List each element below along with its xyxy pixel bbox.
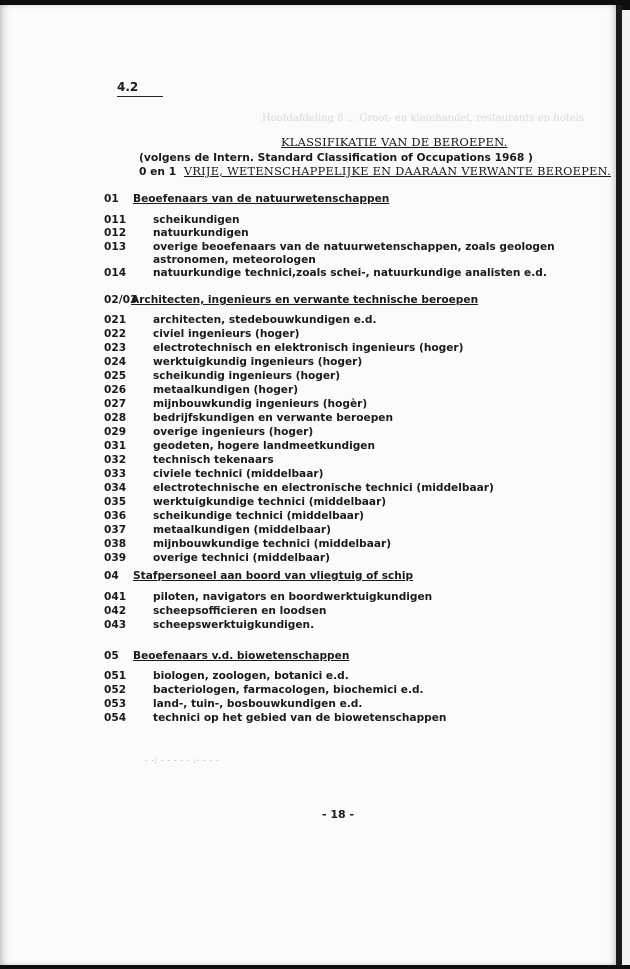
list-item: [0, 214, 616, 228]
group-label: Beoefenaars van de natuurwetenschappen: [133, 193, 390, 205]
item-code: 041: [104, 591, 127, 603]
group-label: Stafpersoneel aan boord van vliegtuig of schip: [133, 570, 414, 582]
item-label: natuurkundige technici,zoals schei-, natuurkundige analisten e.d.: [153, 267, 547, 279]
group-code: 01: [104, 193, 119, 205]
item-label: werktuigkundig ingenieurs (hoger): [153, 356, 363, 368]
list-item: [0, 619, 616, 633]
item-label: civiele technici (middelbaar): [153, 468, 324, 480]
page-number: - 18 -: [322, 808, 355, 821]
list-item: [0, 384, 616, 398]
page-subtitle: (volgens de Intern. Standard Classification of Occupations 1968 ): [139, 151, 533, 164]
group-heading: [0, 193, 616, 207]
list-item-continuation: [0, 254, 616, 268]
item-label: electrotechnisch en elektronisch ingenieurs (hoger): [153, 342, 464, 354]
item-label: scheikundig ingenieurs (hoger): [153, 370, 341, 382]
item-code: 022: [104, 328, 127, 340]
list-item: [0, 670, 616, 684]
item-code: 023: [104, 342, 127, 354]
item-label: werktuigkundige technici (middelbaar): [153, 496, 387, 508]
item-code: 011: [104, 214, 127, 226]
item-code: 025: [104, 370, 127, 382]
list-item: [0, 440, 616, 454]
item-code: 014: [104, 267, 127, 279]
group-label: Architecten, ingenieurs en verwante technische beroepen: [131, 294, 479, 306]
list-item: [0, 342, 616, 356]
item-label: scheepswerktuigkundigen.: [153, 619, 315, 631]
list-item: [0, 712, 616, 726]
list-item: [0, 698, 616, 712]
scan-speckles: · ·: · · · · · :· · · ·: [145, 757, 220, 765]
item-code: 021: [104, 314, 127, 326]
major-group-label: VRIJE, WETENSCHAPPELIJKE EN DAARAAN VERWANTE BEROEPEN.: [183, 165, 612, 178]
list-item: [0, 227, 616, 241]
item-label: overige ingenieurs (hoger): [153, 426, 314, 438]
group-code: 04: [104, 570, 119, 582]
item-code: 038: [104, 538, 127, 550]
item-label: bedrijfskundigen en verwante beroepen: [153, 412, 394, 424]
item-code: 034: [104, 482, 127, 494]
item-code: 032: [104, 454, 127, 466]
list-item: [0, 356, 616, 370]
item-code: 028: [104, 412, 127, 424]
item-code: 012: [104, 227, 127, 239]
item-code: 037: [104, 524, 127, 536]
list-item: [0, 538, 616, 552]
item-label: electrotechnische en electronische technici (middelbaar): [153, 482, 494, 494]
list-item: [0, 468, 616, 482]
group-heading: [0, 570, 616, 584]
group-heading: [0, 294, 616, 308]
item-label: metaalkundigen (middelbaar): [153, 524, 331, 536]
item-label: biologen, zoologen, botanici e.d.: [153, 670, 349, 682]
bleed-through-text: Hoofdafdeling 8 ... Groot- en kleinhandel, restaurants en hotels: [262, 113, 585, 124]
next-page-edge: [622, 10, 630, 965]
list-item: [0, 426, 616, 440]
list-item: [0, 496, 616, 510]
item-label: metaalkundigen (hoger): [153, 384, 299, 396]
major-group-heading: [139, 165, 611, 178]
list-item: [0, 370, 616, 384]
item-code: 026: [104, 384, 127, 396]
item-code: 033: [104, 468, 127, 480]
group-heading: [0, 650, 616, 664]
item-code: 031: [104, 440, 127, 452]
item-label: land-, tuin-, bosbouwkundigen e.d.: [153, 698, 363, 710]
item-label: geodeten, hogere landmeetkundigen: [153, 440, 376, 452]
item-label: bacteriologen, farmacologen, biochemici e.d.: [153, 684, 424, 696]
item-code: 054: [104, 712, 127, 724]
page-title: KLASSIFIKATIE VAN DE BEROEPEN.: [281, 135, 508, 149]
item-code: 036: [104, 510, 127, 522]
list-item: [0, 328, 616, 342]
list-item: [0, 482, 616, 496]
item-code: 024: [104, 356, 127, 368]
list-item: [0, 684, 616, 698]
list-item: [0, 398, 616, 412]
item-label: architecten, stedebouwkundigen e.d.: [153, 314, 377, 326]
item-code: 013: [104, 241, 127, 253]
item-label: technisch tekenaars: [153, 454, 274, 466]
item-label: piloten, navigators en boordwerktuigkundigen: [153, 591, 433, 603]
item-code: 043: [104, 619, 127, 631]
item-label: scheikundigen: [153, 214, 240, 226]
list-item: [0, 591, 616, 605]
group-code: 05: [104, 650, 119, 662]
item-label: overige beoefenaars van de natuurwetenschappen, zoals geologen: [153, 241, 555, 253]
list-item: [0, 605, 616, 619]
list-item: [0, 314, 616, 328]
item-label: civiel ingenieurs (hoger): [153, 328, 300, 340]
major-group-code: 0 en 1: [139, 165, 177, 178]
list-item: [0, 454, 616, 468]
item-label: mijnbouwkundige technici (middelbaar): [153, 538, 392, 550]
item-label: scheikundige technici (middelbaar): [153, 510, 365, 522]
list-item: [0, 267, 616, 281]
item-label: mijnbouwkundig ingenieurs (hogèr): [153, 398, 368, 410]
list-item: [0, 524, 616, 538]
item-label: scheepsofficieren en loodsen: [153, 605, 327, 617]
item-label: astronomen, meteorologen: [153, 254, 316, 266]
item-label: overige technici (middelbaar): [153, 552, 330, 564]
item-code: 027: [104, 398, 127, 410]
item-code: 042: [104, 605, 127, 617]
list-item: [0, 412, 616, 426]
list-item: [0, 510, 616, 524]
item-code: 051: [104, 670, 127, 682]
item-label: technici op het gebied van de biowetenschappen: [153, 712, 447, 724]
list-item: [0, 552, 616, 566]
item-code: 052: [104, 684, 127, 696]
group-code: 02/03: [104, 294, 138, 306]
section-number: 4.2: [117, 80, 163, 97]
item-code: 039: [104, 552, 127, 564]
item-code: 035: [104, 496, 127, 508]
list-item: [0, 241, 616, 255]
item-code: 053: [104, 698, 127, 710]
item-code: 029: [104, 426, 127, 438]
item-label: natuurkundigen: [153, 227, 249, 239]
group-label: Beoefenaars v.d. biowetenschappen: [133, 650, 350, 662]
